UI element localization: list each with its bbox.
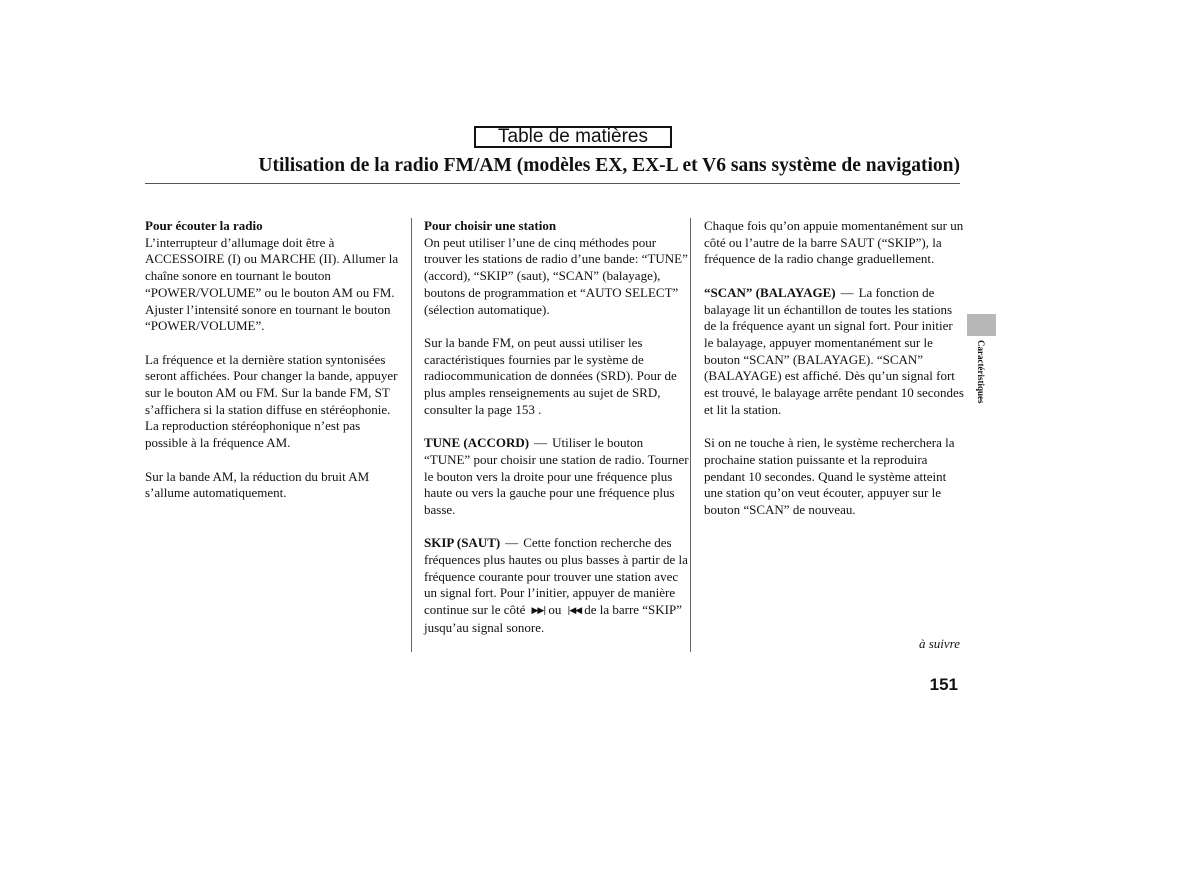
skip-back-icon: |◀◀ <box>567 606 582 617</box>
column-choosing-station <box>424 218 689 653</box>
paragraph-am-noise-reduction: Sur la bande AM, la réduction du bruit AM s’allume automatiquement. <box>145 468 370 501</box>
column-divider <box>411 218 412 652</box>
tune-text: Utiliser le bouton “TUNE” pour choisir une station de radio. Tourner le bouton vers la droite pour une fréquence plus haute ou vers la gauche pour une fréquence plus basse. <box>424 435 689 517</box>
em-dash: — <box>840 284 854 300</box>
em-dash: — <box>505 535 519 551</box>
page-title: Utilisation de la radio FM/AM (modèles EX, EX-L et V6 sans système de navigation) <box>258 155 960 176</box>
paragraph-frequency-display: La fréquence et la dernière station syntonisées seront affichées. Pour changer la bande, appuyer sur le bouton AM ou FM. Sur la bande FM, ST s’affichera si la station diffuse en stéréophonie. La reproduction stéréophonique n’est pas possible à la fréquence AM. <box>145 351 398 451</box>
paragraph-skip <box>424 535 689 636</box>
column-listening <box>145 218 405 519</box>
paragraph-five-methods: On peut utiliser l’une de cinq méthodes pour trouver les stations de radio d’une bande: “TUNE” (accord), “SKIP” (saut), “SCAN” (balayage), boutons de programmation et “AUTO SELECT” (sélection automatique). <box>424 234 688 317</box>
scan-label: “SCAN” (BALAYAGE) <box>704 284 836 300</box>
table-of-contents-button[interactable]: Table de matières <box>474 126 672 148</box>
column-divider <box>690 218 691 652</box>
section-heading-choose-station: Pour choisir une station <box>424 218 557 233</box>
paragraph-ignition: L’interrupteur d’allumage doit être à ACCESSOIRE (I) ou MARCHE (II). Allumer la chaîne sonore en tournant le bouton “POWER/VOLUME” ou le bouton AM ou FM. Ajuster l’intensité sonore en tournant le bouton “POWER/VOLUME”. <box>145 234 399 334</box>
paragraph-scan-resume: Si on ne touche à rien, le système recherchera la prochaine station puissante et la reproduira pendant 10 secondes. Quand le système atteint une station qu’on veut écouter, appuyer sur le bouton “SCAN” de nouveau. <box>704 435 955 517</box>
section-heading-listening: Pour écouter la radio <box>145 218 263 233</box>
column-scan <box>704 218 964 535</box>
title-divider <box>145 183 960 184</box>
paragraph-skip-momentary: Chaque fois qu’on appuie momentanément sur un côté ou l’autre de la barre SAUT (“SKIP”), la fréquence de la radio change graduellement. <box>704 218 964 267</box>
skip-text-end: de la barre “SKIP” jusqu’au signal sonore. <box>424 602 683 635</box>
skip-or-text: ou <box>548 602 562 618</box>
paragraph-rds: Sur la bande FM, on peut aussi utiliser les caractéristiques fournies par le système de radiocommunication de données (SRD). Pour de plus amples renseignements au sujet de SRD, consulter la page 153 . <box>424 334 677 417</box>
section-tab-label: Caractéristiques <box>976 340 986 404</box>
paragraph-scan <box>704 285 964 419</box>
skip-forward-icon: ▶▶| <box>531 606 546 617</box>
paragraph-tune <box>424 435 689 519</box>
em-dash: — <box>534 435 548 451</box>
skip-label: SKIP (SAUT) <box>424 535 501 551</box>
continued-note: à suivre <box>918 636 960 651</box>
section-tab <box>967 314 996 336</box>
skip-text: Cette fonction recherche des fréquences plus hautes ou plus basses à partir de la fréquence courante pour trouver une station avec un signal fort. Pour l’initier, appuyer de manière continue sur le côté <box>424 535 688 618</box>
tune-label: TUNE (ACCORD) <box>424 435 530 451</box>
page-number: 151 <box>929 675 958 694</box>
scan-text: La fonction de balayage lit un échantillon de toutes les stations de la fréquence ayant un signal fort. Pour initier le balayage, appuyer momentanément sur le bouton “SCAN” (BALAYAGE). “SCAN” (BALAYAGE) est affiché. Dès qu’un signal fort est trouvé, le balayage arrête pendant 10 secondes et lit la station. <box>704 284 964 417</box>
